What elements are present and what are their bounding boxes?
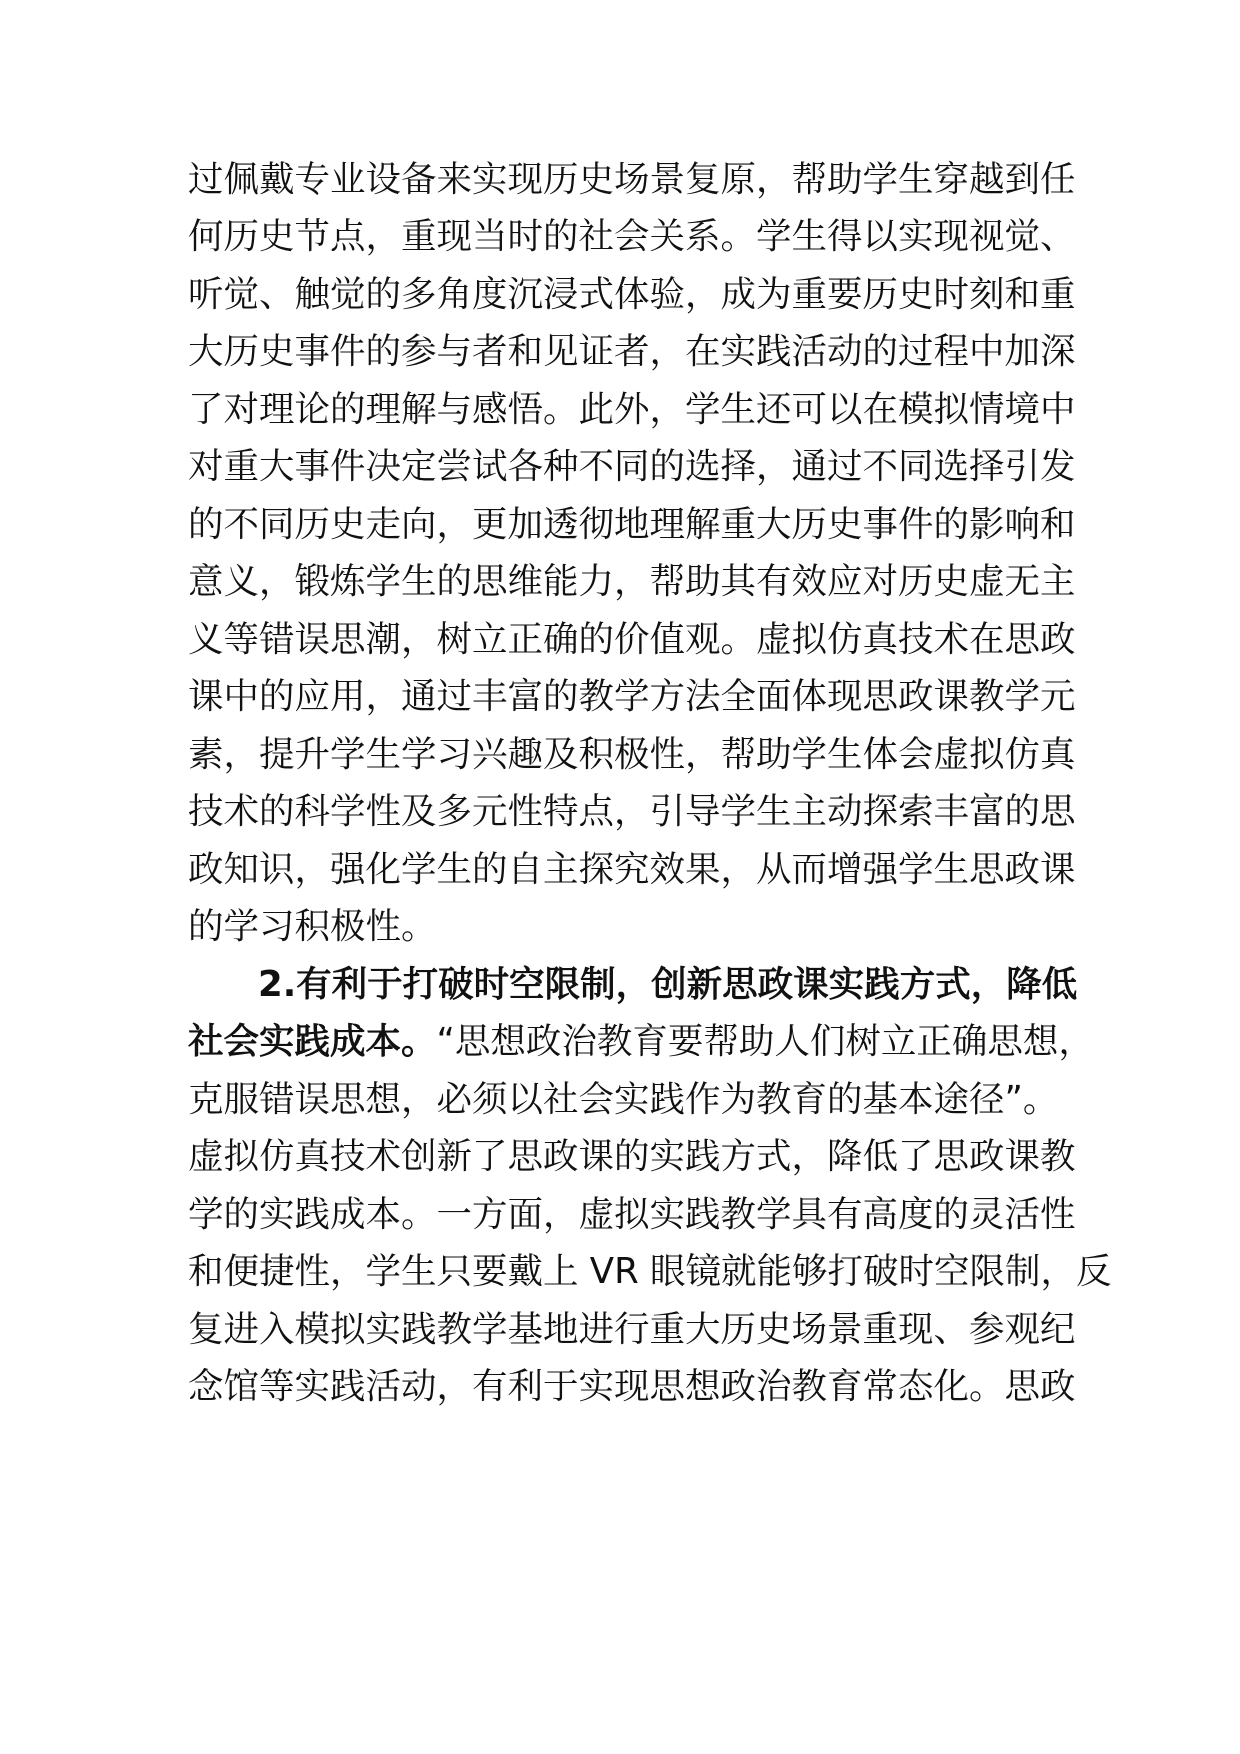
text-run: 技术的科学性及多元性特点，引导学生主动探索丰富的思: [188, 791, 1076, 832]
text-run: 学的实践成本。一方面，虚拟实践教学具有高度的灵活性: [188, 1194, 1076, 1235]
section-heading-continued: 社会实践成本。: [188, 1021, 437, 1062]
text-line: [188, 500, 1076, 550]
text-run: 义等错误思潮，树立正确的价值观。虚拟仿真技术在思政: [188, 619, 1076, 660]
text-run: 意义，锻炼学生的思维能力，帮助其有效应对历史虚无主: [188, 561, 1076, 602]
quote-text: “思想政治教育要帮助人们树立正确思想，: [436, 1021, 1094, 1062]
text-run: 的学习积极性。: [188, 906, 437, 947]
text-line: [188, 1075, 1058, 1125]
text-line: [188, 1190, 1076, 1240]
text-line: [188, 672, 1076, 722]
section-heading: 2.有利于打破时空限制，创新思政课实践方式，降低: [258, 964, 1078, 1005]
text-run: 何历史节点，重现当时的社会关系。学生得以实现视觉、: [188, 216, 1076, 257]
text-line: [188, 1132, 1076, 1182]
text-run: 政知识，强化学生的自主探究效果，从而增强学生思政课: [188, 849, 1076, 890]
text-run: 和便捷性，学生只要戴上 VR 眼镜就能够打破时空限制，反: [188, 1251, 1112, 1292]
text-line: [188, 212, 1076, 262]
text-line: [188, 385, 1076, 435]
text-line: [188, 270, 1076, 320]
text-line: [188, 845, 1076, 895]
text-line: [188, 327, 1076, 377]
text-run: 素，提升学生学习兴趣及积极性，帮助学生体会虚拟仿真: [188, 734, 1076, 775]
text-line: [188, 1017, 1094, 1067]
text-run: 听觉、触觉的多角度沉浸式体验，成为重要历史时刻和重: [188, 274, 1076, 315]
text-run: 复进入模拟实践教学基地进行重大历史场景重现、参观纪: [188, 1309, 1076, 1350]
text-run: 的不同历史走向，更加透彻地理解重大历史事件的影响和: [188, 504, 1076, 545]
text-line: [188, 615, 1076, 665]
text-line: [188, 1362, 1076, 1412]
text-run: 过佩戴专业设备来实现历史场景复原，帮助学生穿越到任: [188, 159, 1076, 200]
text-run: 了对理论的理解与感悟。此外，学生还可以在模拟情境中: [188, 389, 1076, 430]
text-line: [188, 155, 1076, 205]
text-run: 对重大事件决定尝试各种不同的选择，通过不同选择引发: [188, 446, 1076, 487]
text-line: [188, 1305, 1076, 1355]
text-line: [188, 442, 1076, 492]
text-run: 大历史事件的参与者和见证者，在实践活动的过程中加深: [188, 331, 1076, 372]
text-run: 克服错误思想，必须以社会实践作为教育的基本途径”。: [188, 1079, 1059, 1120]
text-run: 念馆等实践活动，有利于实现思想政治教育常态化。思政: [188, 1366, 1076, 1407]
text-run: 课中的应用，通过丰富的教学方法全面体现思政课教学元: [188, 676, 1076, 717]
text-line: [188, 557, 1076, 607]
section-heading-line: [258, 960, 1077, 1010]
text-line: [188, 787, 1076, 837]
text-line: [188, 1247, 1112, 1297]
text-line: [188, 902, 437, 952]
text-line: [188, 730, 1076, 780]
text-run: 虚拟仿真技术创新了思政课的实践方式，降低了思政课教: [188, 1136, 1076, 1177]
